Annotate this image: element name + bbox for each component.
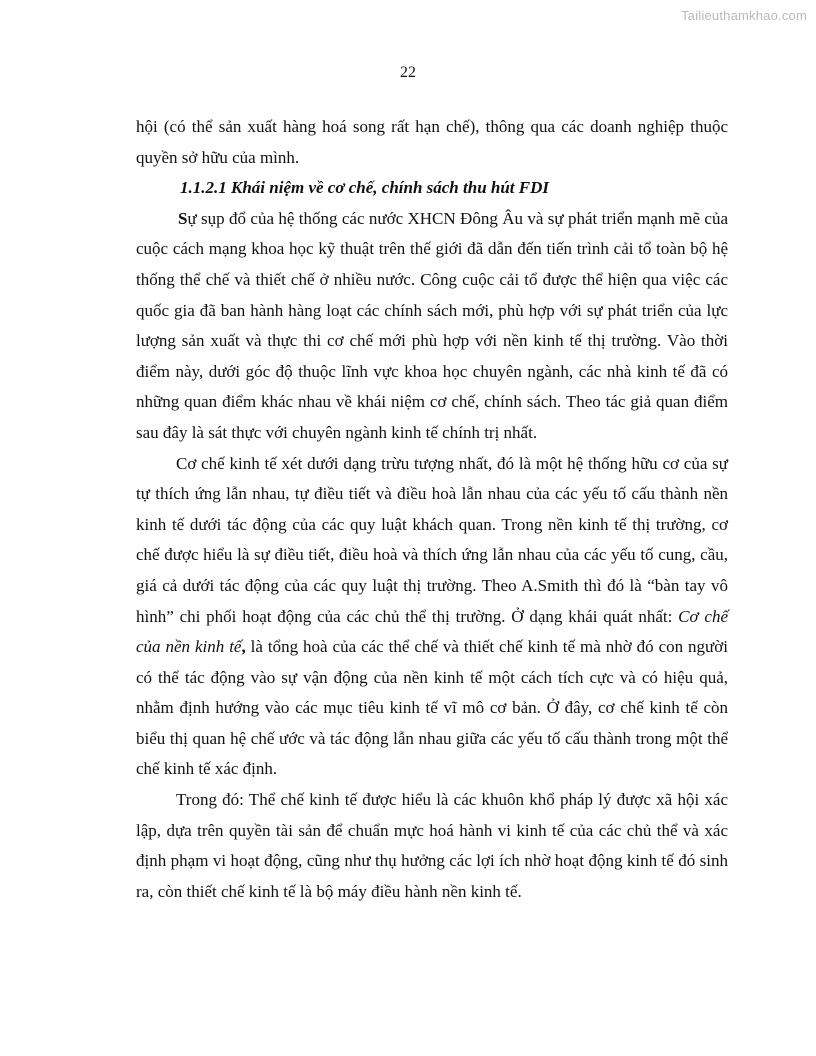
paragraph-1-text: ự sụp đổ của hệ thống các nước XHCN Đông Âu và sự phát triển mạnh mẽ của cuộc cách mạng khoa học kỹ thuật trên thế giới đã dẫn đến tiến trình cải tổ toàn bộ hệ thống thể chế và thiết chế ở nhiều nước. Công cuộc cải tổ được thể hiện qua việc các quốc gia đã ban hành hàng loạt các chính sách mới, phù hợp với sự phát triển của lực lượng sản xuất và thực thi cơ chế mới phù hợp với nền kinh tế thị trường. Vào thời điểm này, dưới góc độ thuộc lĩnh vực khoa học chuyên ngành, các nhà kinh tế đã có những quan điểm khác nhau về khái niệm cơ chế, chính sách. Theo tác giả quan điểm sau đây là sát thực với chuyên ngành kinh tế chính trị nhất. [136,208,728,442]
paragraph-2-text-b: là tổng hoà của các thể chế và thiết chế kinh tế mà nhờ đó con người có thể tác động vào sự vận động của nền kinh tế một cách tích cực và có hiệu quả, nhằm định hướng vào các mục tiêu kinh tế vĩ mô cơ bản. Ở đây, cơ chế kinh tế còn biểu thị quan hệ chế ước và tác động lẫn nhau giữa các yếu tố cấu thành trong một thể chế kinh tế xác định. [136,637,728,779]
paragraph-3: Trong đó: Thể chế kinh tế được hiểu là các khuôn khổ pháp lý được xã hội xác lập, dựa trên quyền tài sản để chuẩn mực hoá hành vi kinh tế của các chủ thể và xác định phạm vi hoạt động, cũng như thụ hưởng các lợi ích nhờ hoạt động kinh tế đó sinh ra, còn thiết chế kinh tế là bộ máy điều hành nền kinh tế. [136,790,728,901]
paragraph-2 [136,449,728,786]
section-heading: 1.1.2.1 Khái niệm về cơ chế, chính sách thu hút FDI [180,178,550,198]
paragraph-1-initial: S [178,208,188,228]
watermark: Tailieuthamkhao.com [681,8,807,23]
document-body [136,112,728,907]
paragraph-2-comma: , [241,637,246,657]
paragraph-2-text-a: Cơ chế kinh tế xét dưới dạng trừu tượng nhất, đó là một hệ thống hữu cơ của sự tự thích ứng lẫn nhau, tự điều tiết và điều hoà lẫn nhau của các yếu tố cấu thành nền kinh tế dưới tác động của các quy luật khách quan. Trong nền kinh tế thị trường, cơ chế được hiểu là sự điều tiết, điều hoà và thích ứng lẫn nhau của các yếu tố cung, cầu, giá cả dưới tác động của các quy luật thị trường. Theo A.Smith thì đó là “bàn tay vô hình” chi phối hoạt động của các chủ thể thị trường. Ở dạng khái quát nhất: [136,453,728,626]
paragraph-1 [136,204,728,449]
page-number: 22 [400,64,416,81]
paragraph-continuation: hội (có thể sản xuất hàng hoá song rất hạn chế), thông qua các doanh nghiệp thuộc quyền sở hữu của mình. [136,117,728,167]
paragraph-2-italic-term: Cơ chế của nền kinh tế [136,606,728,657]
